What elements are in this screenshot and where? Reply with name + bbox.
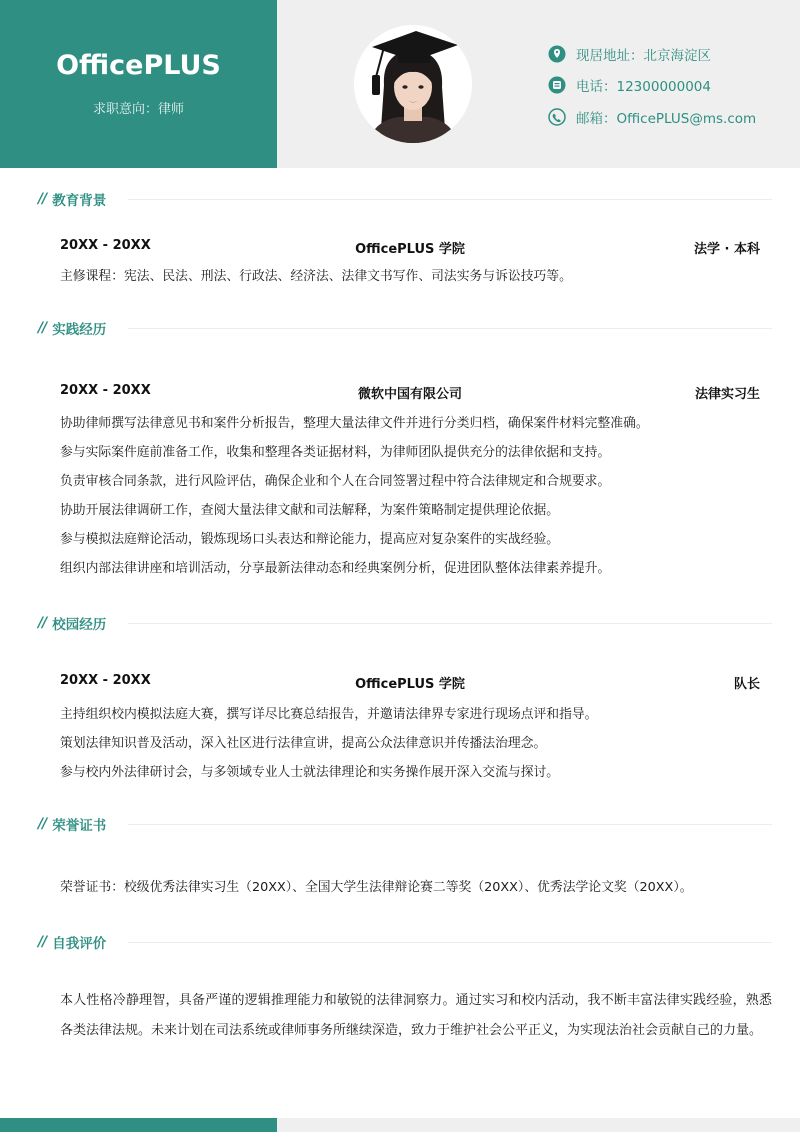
divider	[128, 328, 772, 329]
section-title: 实践经历	[52, 322, 107, 338]
mail-icon	[548, 108, 566, 126]
divider	[128, 942, 772, 943]
practice-role: 法律实习生	[694, 387, 760, 402]
email-text: 邮箱：OfficePLUS@ms.com	[576, 111, 757, 127]
practice-item: 协助律师撰写法律意见书和案件分析报告，整理大量法律文件并进行分类归档，确保案件材料完整准确。	[60, 416, 649, 431]
phone-text: 电话：12300000004	[576, 79, 711, 95]
campus-dates: 20XX - 20XX	[60, 673, 151, 688]
education-school: OfficePLUS 学院	[355, 242, 465, 257]
contact-phone	[548, 74, 711, 96]
section-mark: //	[38, 816, 47, 832]
campus-item: 策划法律知识普及活动，深入社区进行法律宣讲，提高公众法律意识并传播法治理念。	[60, 736, 547, 751]
section-title: 荣誉证书	[52, 818, 107, 834]
candidate-name: OfficePLUS	[56, 50, 221, 81]
section-self-heading	[38, 932, 106, 952]
practice-dates: 20XX - 20XX	[60, 383, 151, 398]
campus-role: 队长	[733, 677, 760, 692]
section-title: 自我评价	[52, 936, 107, 952]
contact-address	[548, 43, 711, 65]
section-mark: //	[38, 615, 47, 631]
divider	[128, 824, 772, 825]
section-mark: //	[38, 191, 47, 207]
phone-icon	[548, 76, 566, 94]
section-honors-heading	[38, 814, 106, 834]
footer-bar-light	[277, 1118, 800, 1132]
education-degree: 法学 · 本科	[694, 242, 760, 257]
section-practice-heading	[38, 318, 106, 338]
address-text: 现居地址：北京海淀区	[576, 48, 711, 64]
honors-text: 荣誉证书：校级优秀法律实习生（20XX）、全国大学生法律辩论赛二等奖（20XX）、优秀法学论文奖（20XX）。	[60, 880, 693, 895]
campus-item: 主持组织校内模拟法庭大赛，撰写详尽比赛总结报告，并邀请法律界专家进行现场点评和指导。	[60, 707, 598, 722]
practice-row	[60, 383, 760, 403]
profile-photo	[354, 25, 472, 143]
education-courses: 主修课程：宪法、民法、刑法、行政法、经济法、法律文书写作、司法实务与诉讼技巧等。	[60, 269, 572, 284]
campus-item: 参与校内外法律研讨会，与多领域专业人士就法律理论和实务操作展开深入交流与探讨。	[60, 765, 560, 780]
practice-item: 参与模拟法庭辩论活动，锻炼现场口头表达和辩论能力，提高应对复杂案件的实战经验。	[60, 532, 560, 547]
section-mark: //	[38, 934, 47, 950]
graduate-portrait-image	[354, 25, 472, 143]
divider	[128, 199, 772, 200]
campus-row	[60, 673, 760, 693]
section-mark: //	[38, 320, 47, 336]
education-row	[60, 238, 760, 258]
contact-email	[548, 106, 756, 128]
job-intent: 求职意向：律师	[92, 102, 184, 117]
section-title: 校园经历	[52, 617, 107, 633]
education-dates: 20XX - 20XX	[60, 238, 151, 253]
footer-bar-accent	[0, 1118, 277, 1132]
section-campus-heading	[38, 613, 106, 633]
practice-company: 微软中国有限公司	[357, 387, 462, 402]
section-title: 教育背景	[52, 193, 107, 209]
self-evaluation-text: 本人性格冷静理智，具备严谨的逻辑推理能力和敏锐的法律洞察力。通过实习和校内活动，我不断丰富法律实践经验，熟悉各类法律法规。未来计划在司法系统或律师事务所继续深造，致力于维护社会公平正义，为实现法治社会贡献自己的力量。	[60, 993, 772, 1038]
location-icon	[548, 45, 566, 63]
campus-org: OfficePLUS 学院	[355, 677, 465, 692]
divider	[128, 623, 772, 624]
practice-item: 组织内部法律讲座和培训活动，分享最新法律动态和经典案例分析，促进团队整体法律素养提升。	[60, 561, 611, 576]
practice-item: 负责审核合同条款，进行风险评估，确保企业和个人在合同签署过程中符合法律规定和合规要求。	[60, 474, 611, 489]
header-banner	[0, 0, 277, 168]
practice-item: 协助开展法律调研工作，查阅大量法律文献和司法解释，为案件策略制定提供理论依据。	[60, 503, 560, 518]
section-education-heading	[38, 189, 106, 209]
practice-item: 参与实际案件庭前准备工作，收集和整理各类证据材料，为律师团队提供充分的法律依据和支持。	[60, 445, 611, 460]
